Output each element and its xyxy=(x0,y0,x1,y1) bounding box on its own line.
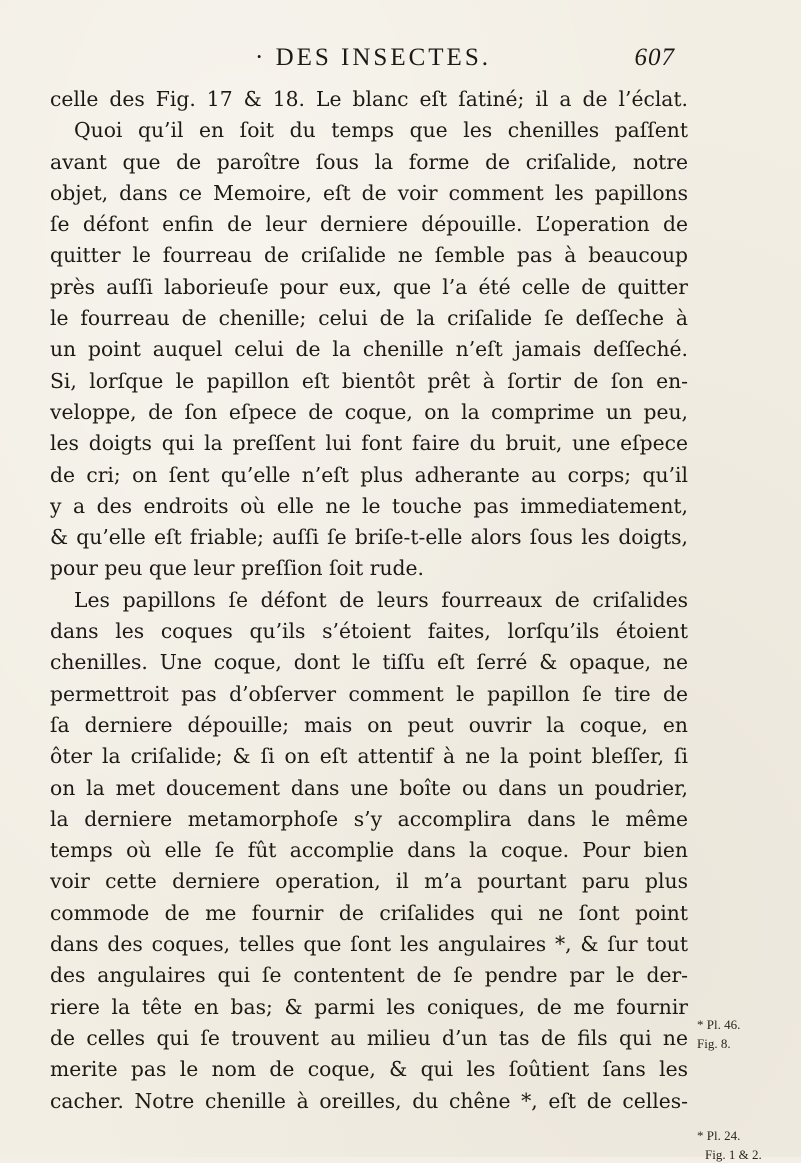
text-line: Les papillons ſe défont de leurs fourreaux de criſalides xyxy=(74,587,688,612)
text-line: près auſſi laborieuſe pour eux, que l’a été celle de quitter xyxy=(50,274,688,299)
text-line: & qu’elle eſt friable; auſſi ſe briſe-t-elle alors ſous les doigts, xyxy=(50,525,688,550)
text-line: quitter le fourreau de criſalide ne ſemble pas à beaucoup xyxy=(50,243,688,268)
body-text xyxy=(50,84,688,1117)
text-line: objet, dans ce Memoire, eſt de voir comment les papillons xyxy=(50,180,688,205)
text-line: commode de me fournir de criſalides qui ne ſont point xyxy=(50,900,688,925)
text-line: pour peu que leur preſſion ſoit rude. xyxy=(50,556,424,581)
margin-note-plate-46: * Pl. 46. xyxy=(697,1017,741,1032)
text-line: on la met doucement dans une boîte ou dans un poudrier, xyxy=(50,775,688,800)
text-line: le fourreau de chenille; celui de la criſalide ſe deſſeche à xyxy=(50,306,688,331)
text-line: y a des endroits où elle ne le touche pas immediatement, xyxy=(50,493,688,518)
text-line: un point auquel celui de la chenille n’eſt jamais deſſeché. xyxy=(50,337,688,362)
text-line: cacher. Notre chenille à oreilles, du chêne *, eſt de celles- xyxy=(50,1088,688,1113)
text-line: Quoi qu’il en ſoit du temps que les chenilles paſſent xyxy=(74,118,688,143)
text-line: ſe défont enfin de leur derniere dépouille. L’operation de xyxy=(50,212,688,237)
page-number: 607 xyxy=(634,44,675,71)
running-head-title: · DES INSECTES. xyxy=(255,44,491,71)
text-line: temps où elle ſe fût accomplie dans la coque. Pour bien xyxy=(50,838,688,863)
text-line: avant que de paroître ſous la forme de criſalide, notre xyxy=(50,149,688,174)
text-line: dans des coques, telles que ſont les angulaires *, & ſur tout xyxy=(50,932,688,957)
text-line: ſa derniere dépouille; mais on peut ouvrir la coque, en xyxy=(50,712,688,737)
text-line: merite pas le nom de coque, & qui les ſoûtient ſans les xyxy=(50,1057,688,1082)
text-line: la derniere metamorphoſe s’y accomplira dans le même xyxy=(50,806,688,831)
text-line: voir cette derniere operation, il m’a pourtant paru plus xyxy=(50,869,688,894)
text-line: de celles qui ſe trouvent au milieu d’un tas de fils qui ne xyxy=(50,1025,688,1050)
text-line: de cri; on ſent qu’elle n’eſt plus adherante au corps; qu’il xyxy=(50,462,688,487)
text-line: riere la tête en bas; & parmi les coniques, de me fournir xyxy=(50,994,688,1019)
margin-note-fig-1-2: Fig. 1 & 2. xyxy=(705,1147,762,1162)
margin-note-fig-8: Fig. 8. xyxy=(697,1036,731,1051)
margin-note-plate-24: * Pl. 24. xyxy=(697,1128,741,1143)
text-line: Si, lorſque le papillon eſt bientôt prêt à ſortir de ſon en- xyxy=(50,368,688,393)
text-line: dans les coques qu’ils s’étoient faites, lorſqu’ils étoient xyxy=(50,619,688,644)
text-line: veloppe, de ſon eſpece de coque, on la comprime un peu, xyxy=(50,399,688,424)
text-line: permettroit pas d’obſerver comment le papillon ſe tire de xyxy=(50,681,688,706)
text-line: des angulaires qui ſe contentent de ſe pendre par le der- xyxy=(50,963,688,988)
running-head xyxy=(255,44,675,80)
text-line: chenilles. Une coque, dont le tiſſu eſt ſerré & opaque, ne xyxy=(50,650,688,675)
text-line: celle des Fig. 17 & 18. Le blanc eſt ſatiné; il a de l’éclat. xyxy=(50,87,688,111)
text-line: ôter la criſalide; & ſi on eſt attentif à ne la point bleſſer, ſi xyxy=(50,744,688,769)
text-line: les doigts qui la preſſent lui font faire du bruit, une eſpece xyxy=(50,431,688,456)
